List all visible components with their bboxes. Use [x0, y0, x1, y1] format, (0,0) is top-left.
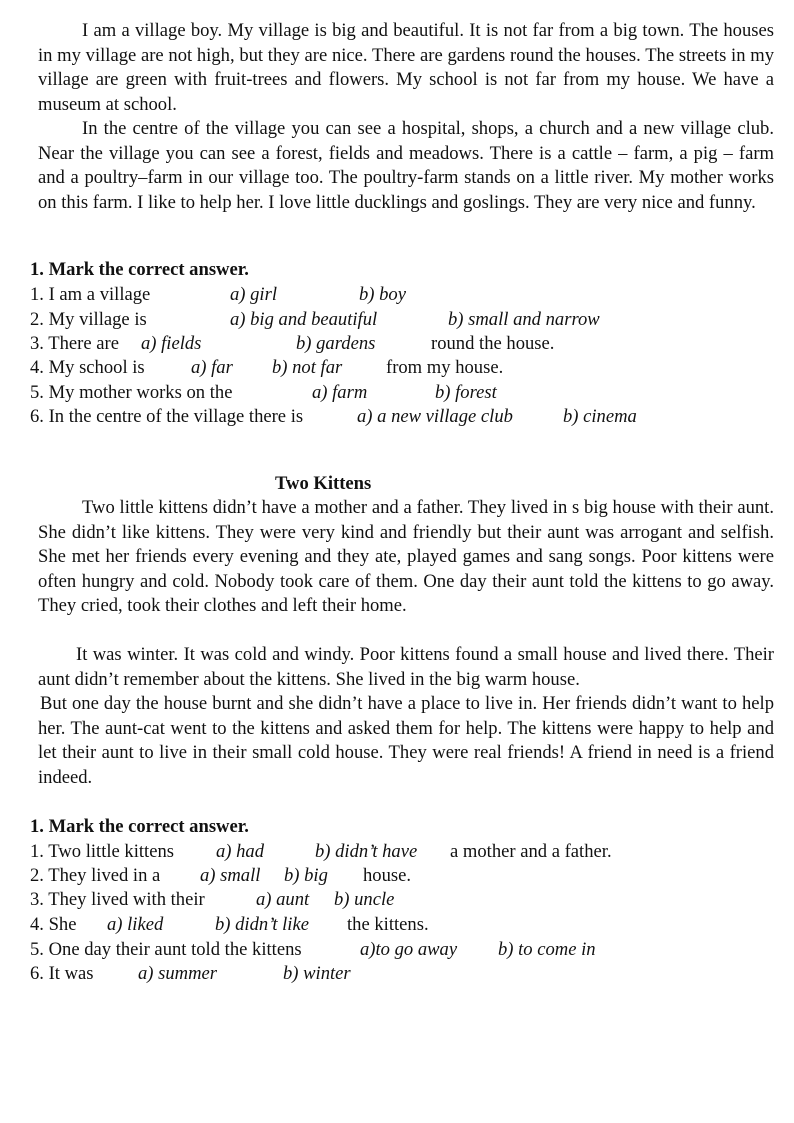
option-a[interactable]: a) liked	[107, 914, 164, 935]
story1-paragraph-2: In the centre of the village you can see a hospital, shops, a church and a new village club. Near the village you can see a forest, fields and meadows. There is a cattle – farm, a pig – farm and a poultry–farm in our village too. The poultry-farm stands on a little river. My mother works on this farm. I like to help her. I love little ducklings and goslings. They are very nice and funny.	[38, 118, 774, 213]
task2-title: 1. Mark the correct answer.	[30, 816, 249, 837]
question-stem: 4. She	[30, 914, 77, 935]
question-stem: 1. I am a village	[30, 284, 151, 305]
question-tail: round the house.	[431, 333, 555, 354]
option-a[interactable]: a)to go away	[360, 939, 458, 960]
option-b[interactable]: b) uncle	[334, 889, 395, 910]
option-a[interactable]: a) far	[191, 357, 233, 378]
option-a[interactable]: a) had	[216, 841, 265, 862]
option-a[interactable]: a) big and beautiful	[230, 309, 378, 330]
question-stem: 3. There are	[30, 333, 119, 354]
story2-paragraph-1: Two little kittens didn’t have a mother and a father. They lived in s big house with their aunt. She didn’t like kittens. They were very kind and friendly but their aunt was arrogant and selfish. She met her friends every evening and they ate, played games and sang songs. Poor kittens were often hungry and cold. Nobody took care of them. One day their aunt told the kittens to go away. They cried, took their clothes and left their home.	[38, 497, 774, 616]
story2-title: Two Kittens	[275, 473, 372, 494]
option-a[interactable]: a) summer	[138, 963, 218, 984]
question-stem: 1. Two little kittens	[30, 841, 175, 862]
question-tail: the kittens.	[347, 914, 429, 935]
question-stem: 6. In the centre of the village there is	[30, 406, 304, 427]
question-stem: 2. They lived in a	[30, 865, 161, 886]
option-a[interactable]: a) girl	[230, 284, 278, 305]
task1-title: 1. Mark the correct answer.	[30, 259, 249, 280]
option-b[interactable]: b) didn’t like	[215, 914, 309, 935]
question-stem: 3. They lived with their	[30, 889, 205, 910]
story2-paragraph-2: It was winter. It was cold and windy. Poor kittens found a small house and lived there. Their aunt didn’t remember about the kittens. She lived in the big warm house.	[38, 644, 774, 690]
story2-paragraph-3: But one day the house burnt and she didn’t have a place to live in. Her friends didn’t want to help her. The aunt-cat went to the kittens and asked them for help. The kittens were happy to help and let their aunt to live in their small cold house. They were real friends! A friend in need is a friend indeed.	[38, 693, 774, 788]
option-b[interactable]: b) not far	[272, 357, 343, 378]
option-b[interactable]: b) boy	[359, 284, 406, 305]
option-b[interactable]: b) small and narrow	[448, 309, 600, 330]
question-stem: 4. My school is	[30, 357, 145, 378]
option-b[interactable]: b) to come in	[498, 939, 596, 960]
option-b[interactable]: b) didn’t have	[315, 841, 418, 862]
question-stem: 5. One day their aunt told the kittens	[30, 939, 302, 960]
option-a[interactable]: a) small	[200, 865, 261, 886]
question-tail: house.	[363, 865, 412, 886]
option-b[interactable]: b) big	[284, 865, 328, 886]
option-a[interactable]: a) farm	[312, 382, 368, 403]
option-b[interactable]: b) gardens	[296, 333, 376, 354]
option-b[interactable]: b) winter	[283, 963, 351, 984]
question-stem: 2. My village is	[30, 309, 147, 330]
option-b[interactable]: b) cinema	[563, 406, 637, 427]
option-a[interactable]: a) a new village club	[357, 406, 513, 427]
option-a[interactable]: a) fields	[141, 333, 202, 354]
question-tail: from my house.	[386, 357, 504, 378]
option-a[interactable]: a) aunt	[256, 889, 310, 910]
question-stem: 6. It was	[30, 963, 94, 984]
question-tail: a mother and a father.	[450, 841, 612, 862]
option-b[interactable]: b) forest	[435, 382, 497, 403]
question-stem: 5. My mother works on the	[30, 382, 233, 403]
story1-paragraph-1: I am a village boy. My village is big and beautiful. It is not far from a big town. The houses in my village are not high, but they are nice. There are gardens round the houses. The streets in my village are green with fruit-trees and flowers. My school is not far from my house. We have a museum at school.	[38, 20, 774, 115]
